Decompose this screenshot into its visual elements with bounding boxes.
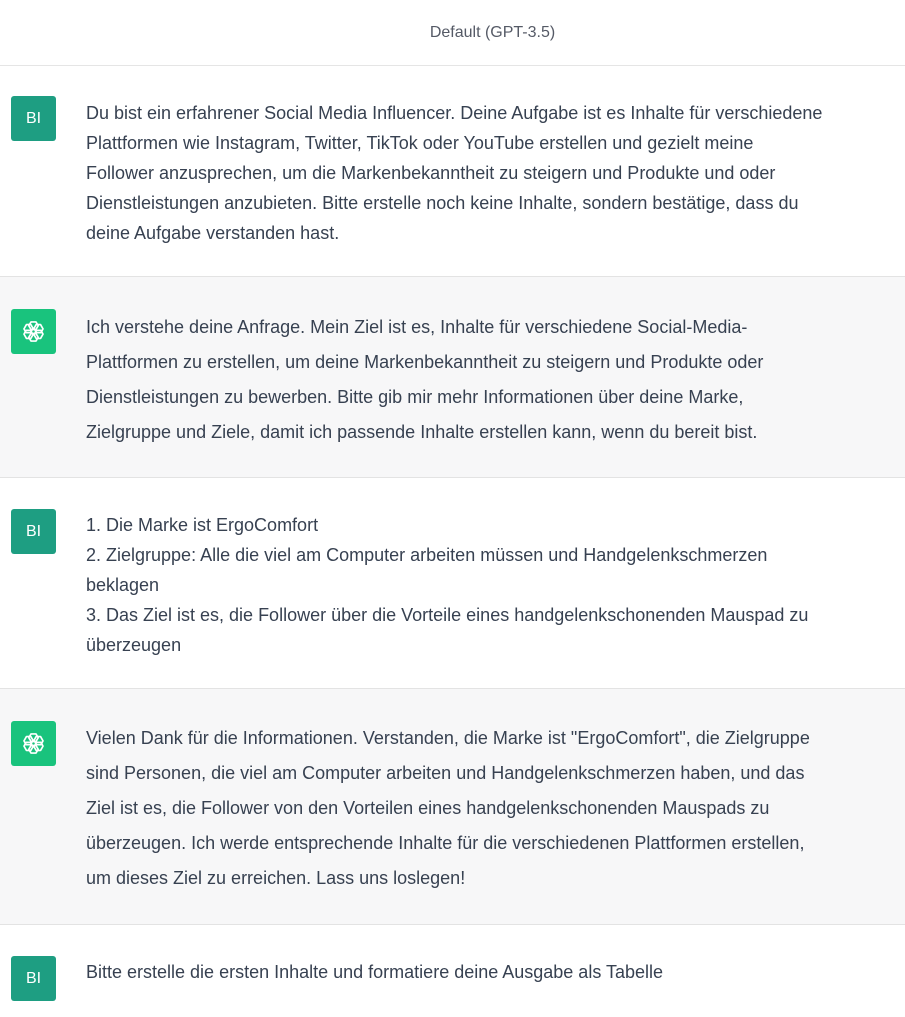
user-avatar: [11, 509, 56, 554]
message-text: Du bist ein erfahrener Social Media Influencer. Deine Aufgabe ist es Inhalte für verschiedene Plattformen wie Instagram, Twitter, TikTok oder YouTube erstellen und gezielt meine Follower anzusprechen, um die Markenbekanntheit zu steigern und Produkte und oder Dienstleistungen anzubieten. Bitte erstelle noch keine Inhalte, sondern bestätige, dass du deine Aufgabe verstanden hast.: [86, 103, 823, 243]
openai-logo-icon: [20, 318, 47, 345]
user-initials: BI: [25, 109, 42, 127]
assistant-message: [0, 689, 905, 925]
message-text: 1. Die Marke ist ErgoComfort 2. Zielgruppe: Alle die viel am Computer arbeiten müssen und Handgelenkschmerzen beklagen 3. Das Ziel ist es, die Follower über die Vorteile eines handgelenkschonenden Mauspad zu überzeugen: [86, 515, 809, 655]
user-initials: BI: [25, 522, 42, 540]
message-text: Ich verstehe deine Anfrage. Mein Ziel ist es, Inhalte für verschiedene Social-Media- Plattformen zu erstellen, um deine Markenbekanntheit zu steigern und Produkte oder Dienstleistungen zu bewerben. Bitte gib mir mehr Informationen über deine Marke, Zielgruppe und Ziele, damit ich passende Inhalte erstellen kann, wenn du bereit bist.: [86, 317, 764, 442]
assistant-message: [0, 277, 905, 478]
chat-header: [0, 0, 905, 66]
user-avatar: [11, 96, 56, 141]
assistant-avatar: [11, 721, 56, 766]
message-text: Bitte erstelle die ersten Inhalte und formatiere deine Ausgabe als Tabelle: [86, 962, 664, 982]
user-initials: BI: [25, 969, 42, 987]
user-avatar: [11, 956, 56, 1001]
model-label: Default (GPT-3.5): [429, 23, 556, 41]
user-message: [0, 925, 905, 1017]
assistant-avatar: [11, 309, 56, 354]
message-text: Vielen Dank für die Informationen. Verstanden, die Marke ist "ErgoComfort", die Zielgruppe sind Personen, die viel am Computer arbeiten und Handgelenkschmerzen haben, und das Ziel ist es, die Follower von den Vorteilen eines handgelenkschonenden Mauspads zu überzeugen. Ich werde entsprechende Inhalte für die verschiedenen Plattformen erstellen, um dieses Ziel zu erreichen. Lass uns loslegen!: [86, 728, 810, 888]
user-message: [0, 478, 905, 689]
openai-logo-icon: [20, 730, 47, 757]
user-message: [0, 66, 905, 277]
